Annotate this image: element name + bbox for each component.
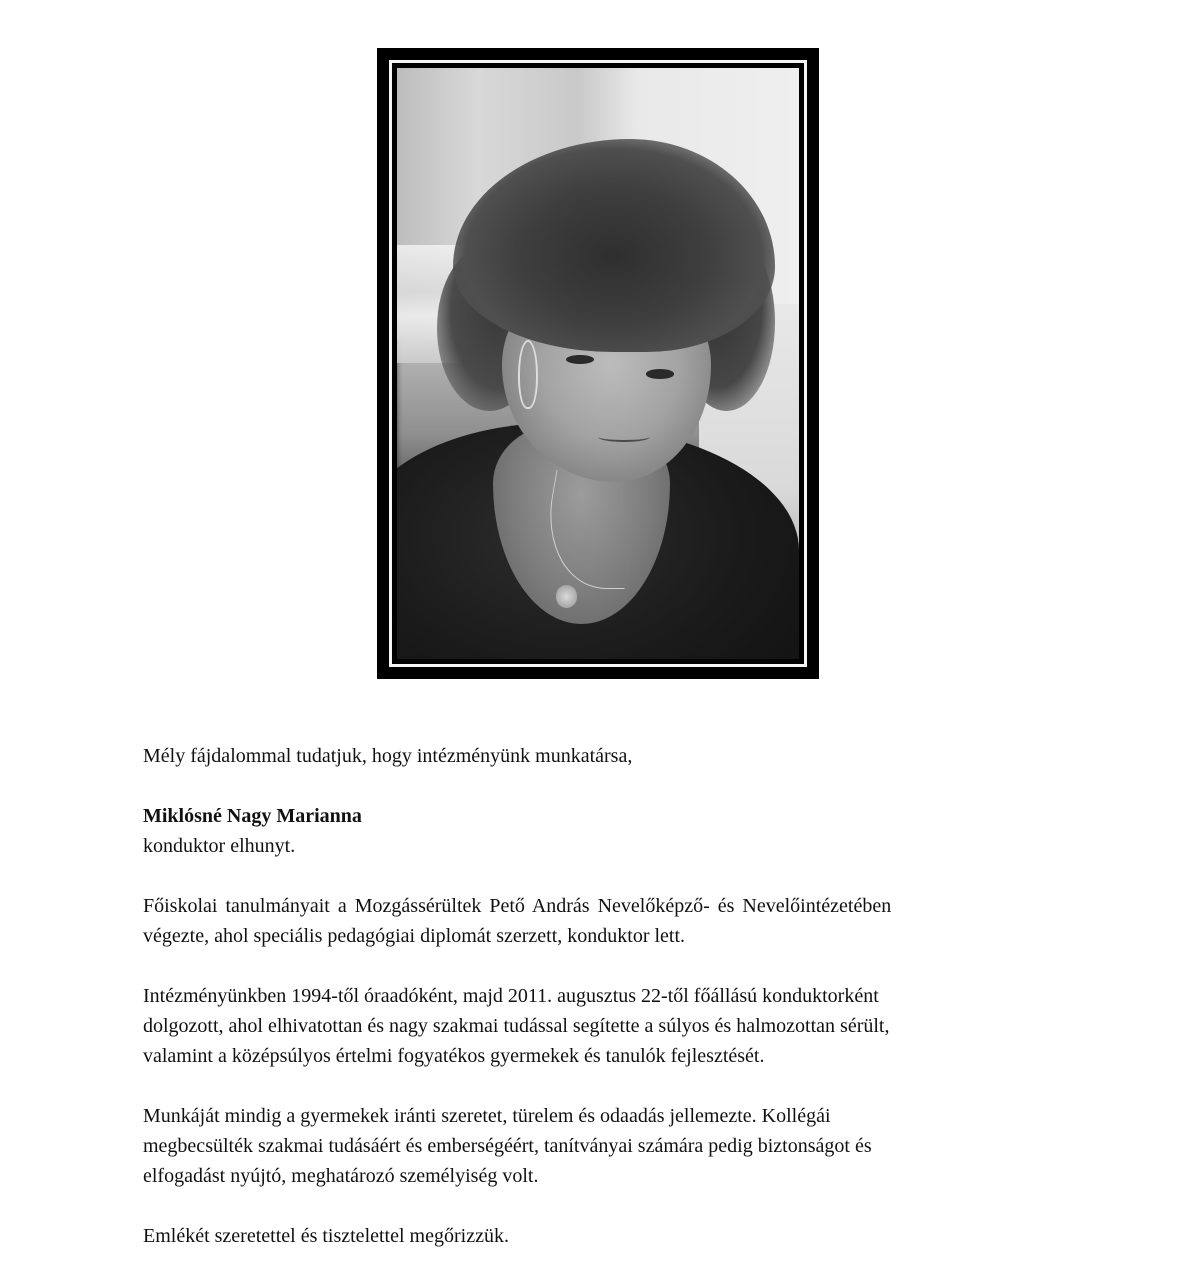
- career-paragraph: [143, 981, 1058, 1071]
- deceased-name: Miklósné Nagy Marianna: [143, 805, 362, 827]
- paragraph-line: valamint a középsúlyos értelmi fogyatékos gyermekek és tanulók fejlesztését.: [143, 1045, 765, 1067]
- character-paragraph: [143, 1101, 1058, 1191]
- earring-icon: [518, 340, 538, 409]
- portrait-photo: [397, 68, 799, 659]
- obituary-text: [143, 741, 1058, 1281]
- portrait-frame-inner-line: [389, 60, 807, 667]
- education-paragraph: [143, 891, 1058, 951]
- portrait-frame: [377, 48, 819, 679]
- intro-paragraph: [143, 741, 1058, 771]
- intro-line: Mély fájdalommal tudatjuk, hogy intézményünk munkatársa,: [143, 745, 633, 767]
- paragraph-line: elfogadást nyújtó, meghatározó személyiség volt.: [143, 1165, 539, 1187]
- paragraph-line: Munkáját mindig a gyermekek iránti szeretet, türelem és odaadás jellemezte. Kollégái: [143, 1105, 831, 1127]
- paragraph-line: Főiskolai tanulmányait a Mozgássérültek Pető András Nevelőképző- és Nevelőintézetében: [143, 895, 892, 917]
- paragraph-line: megbecsülték szakmai tudásáért és emberségéért, tanítványai számára pedig biztonságot és: [143, 1135, 872, 1157]
- name-block: [143, 801, 1058, 861]
- closing-line: Emlékét szeretettel és tisztelettel megőrizzük.: [143, 1225, 509, 1247]
- deceased-role: konduktor elhunyt.: [143, 835, 296, 857]
- photo-eye-left: [566, 355, 594, 364]
- closing-paragraph: [143, 1221, 1058, 1251]
- photo-mouth: [598, 431, 650, 441]
- paragraph-line: dolgozott, ahol elhivatottan és nagy szakmai tudással segítette a súlyos és halmozottan sérült,: [143, 1015, 890, 1037]
- paragraph-line: végezte, ahol speciális pedagógiai diplomát szerzett, konduktor lett.: [143, 925, 686, 947]
- pendant-icon: [556, 585, 578, 607]
- paragraph-line: Intézményünkben 1994-től óraadóként, majd 2011. augusztus 22-től főállású konduktorként: [143, 985, 879, 1007]
- photo-eye-right: [646, 369, 674, 378]
